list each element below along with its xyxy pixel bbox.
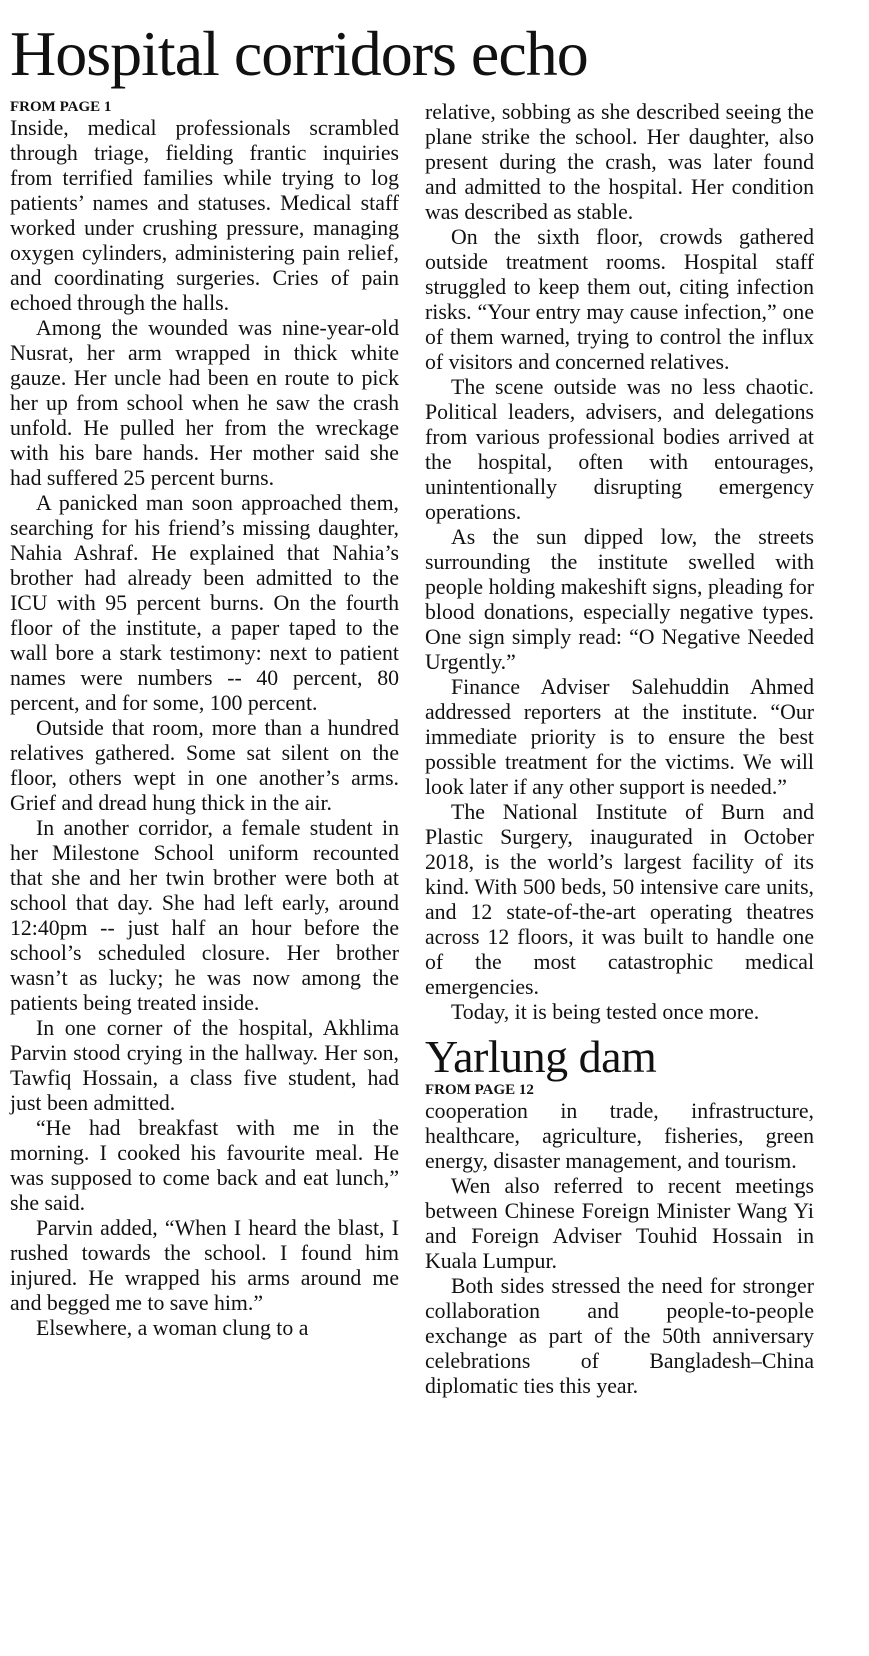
paragraph: Elsewhere, a woman clung to a [36, 1316, 309, 1340]
paragraph: The National Institute of Burn and Plastic Surgery, inaugurated in October 2018, is the world’s largest facility of its kind. With 500 beds, 50 intensive care units, and 12 state-of-the-art operating theatres across 12 floors, it was built to handle one of the most catastrophic medical emergencies. [425, 800, 814, 999]
headline-hospital-corridors: Hospital corridors echo [10, 18, 588, 89]
paragraph: Among the wounded was nine-year-old Nusrat, her arm wrapped in thick white gauze. Her uncle had been en route to pick her up from school when he saw the crash unfold. He pulled her from the wreckage with his bare hands. Her mother said she had suffered 25 percent burns. [10, 316, 399, 490]
paragraph: Wen also referred to recent meetings between Chinese Foreign Minister Wang Yi and Foreign Adviser Touhid Hossain in Kuala Lumpur. [425, 1174, 814, 1273]
paragraph: Today, it is being tested once more. [451, 1000, 760, 1024]
paragraph: The scene outside was no less chaotic. Political leaders, advisers, and delegations from various professional bodies arrived at the hospital, often with entourages, unintentionally disrupting emergency operations. [425, 375, 814, 524]
dateline-from-page-12: FROM PAGE 12 [425, 1082, 534, 1098]
story-column-left [10, 100, 399, 1341]
paragraph: In one corner of the hospital, Akhlima Parvin stood crying in the hallway. Her son, Tawfiq Hossain, a class five student, had just been admitted. [10, 1016, 399, 1115]
story-column-right [425, 100, 814, 1399]
headline-yarlung-dam: Yarlung dam [425, 1031, 657, 1082]
paragraph: On the sixth floor, crowds gathered outside treatment rooms. Hospital staff struggled to keep them out, citing infection risks. “Your entry may cause infection,” one of them warned, trying to control the influx of visitors and concerned relatives. [425, 225, 814, 374]
paragraph: Both sides stressed the need for stronger collaboration and people-to-people exchange as part of the 50th anniversary celebrations of Bangladesh–China diplomatic ties this year. [425, 1274, 814, 1398]
paragraph: Outside that room, more than a hundred relatives gathered. Some sat silent on the floor, others wept in one another’s arms. Grief and dread hung thick in the air. [10, 716, 399, 815]
paragraph: “He had breakfast with me in the morning. I cooked his favourite meal. He was supposed to come back and eat lunch,” she said. [10, 1116, 399, 1215]
paragraph: Inside, medical professionals scrambled through triage, fielding frantic inquiries from terrified families while trying to log patients’ names and statuses. Medical staff worked under crushing pressure, managing oxygen cylinders, administering pain relief, and coordinating surgeries. Cries of pain echoed through the halls. [10, 116, 399, 315]
dateline-from-page-1: FROM PAGE 1 [10, 99, 112, 115]
paragraph: relative, sobbing as she described seeing the plane strike the school. Her daughter, also present during the crash, was later found and admitted to the hospital. Her condition was described as stable. [425, 100, 814, 224]
paragraph: As the sun dipped low, the streets surrounding the institute swelled with people holding makeshift signs, pleading for blood donations, especially negative types. One sign simply read: “O Negative Needed Urgently.” [425, 525, 814, 674]
paragraph: Finance Adviser Salehuddin Ahmed addressed reporters at the institute. “Our immediate priority is to ensure the best possible treatment for the victims. We will look later if any other support is needed.” [425, 675, 814, 799]
paragraph: A panicked man soon approached them, searching for his friend’s missing daughter, Nahia Ashraf. He explained that Nahia’s brother had already been admitted to the ICU with 95 percent burns. On the fourth floor of the institute, a paper taped to the wall bore a stark testimony: next to patient names were numbers -- 40 percent, 80 percent, and for some, 100 percent. [10, 491, 399, 715]
paragraph: cooperation in trade, infrastructure, healthcare, agriculture, fisheries, green energy, disaster management, and tourism. [425, 1099, 814, 1173]
paragraph: Parvin added, “When I heard the blast, I rushed towards the school. I found him injured. He wrapped his arms around me and begged me to save him.” [10, 1216, 399, 1315]
paragraph: In another corridor, a female student in her Milestone School uniform recounted that she and her twin brother were both at school that day. She had left early, around 12:40pm -- just half an hour before the school’s scheduled closure. Her brother wasn’t as lucky; he was now among the patients being treated inside. [10, 816, 399, 1015]
